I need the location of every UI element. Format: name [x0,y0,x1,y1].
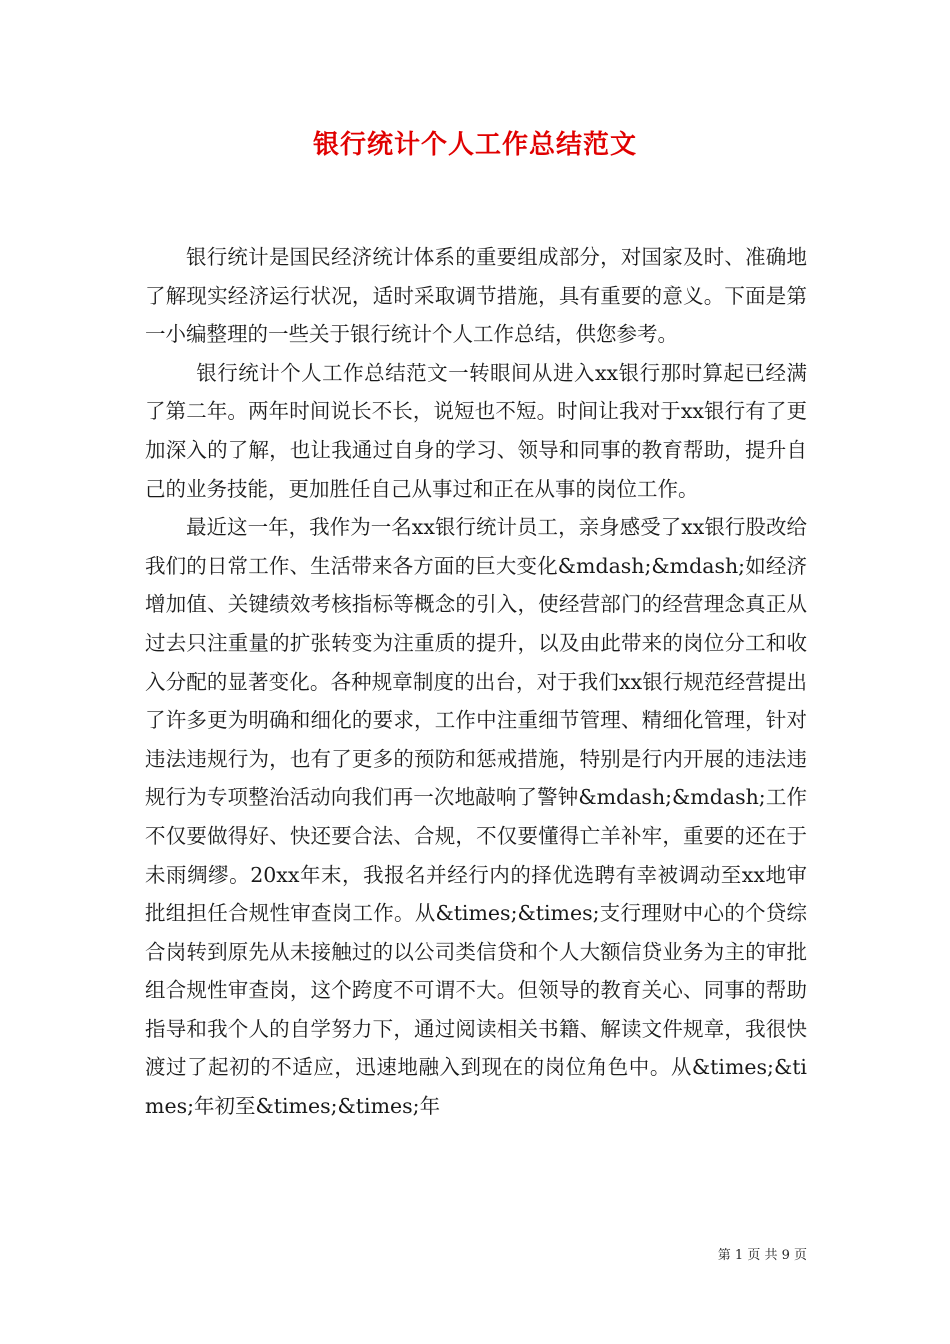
page-number: 第 1 页 共 9 页 [717,1248,807,1263]
document-body [145,238,807,1126]
paragraph-overview: 银行统计个人工作总结范文一转眼间从进入xx银行那时算起已经满了第二年。两年时间说长不长，说短也不短。时间让我对于xx银行有了更加深入的了解，也让我通过自身的学习、领导和同事的教育帮助，提升自己的业务技能，更加胜任自己从事过和正在从事的岗位工作。 [145,360,807,501]
paragraph-main: 最近这一年，我作为一名xx银行统计员工，亲身感受了xx银行股改给我们的日常工作、生活带来各方面的巨大变化&mdash;&mdash;如经济增加值、关键绩效考核指标等概念的引入，使经营部门的经营理念真正从过去只注重量的扩张转变为注重质的提升，以及由此带来的岗位分工和收入分配的显著变化。各种规章制度的出台，对于我们xx银行规范经营提出了许多更为明确和细化的要求，工作中注重细节管理、精细化管理，针对违法违规行为，也有了更多的预防和惩戒措施，特别是行内开展的违法违规行为专项整治活动向我们再一次地敲响了警钟&mdash;&mdash;工作不仅要做得好、快还要合法、合规，不仅要懂得亡羊补牢，重要的还在于未雨绸缪。20xx年末，我报名并经行内的择优选聘有幸被调动至xx地审批组担任合规性审查岗工作。从&times;&times;支行理财中心的个贷综合岗转到原先从未接触过的以公司类信贷和个人大额信贷业务为主的审批组合规性审查岗，这个跨度不可谓不大。但领导的教育关心、同事的帮助指导和我个人的自学努力下，通过阅读相关书籍、解读文件规章，我很快渡过了起初的不适应，迅速地融入到现在的岗位角色中。从&times;&times;年初至&times;&times;年 [145,515,807,1119]
paragraph-intro: 银行统计是国民经济统计体系的重要组成部分，对国家及时、准确地了解现实经济运行状况，适时采取调节措施，具有重要的意义。下面是第一小编整理的一些关于银行统计个人工作总结，供您参考。 [145,245,807,347]
document-title: 银行统计个人工作总结范文 [312,130,637,160]
